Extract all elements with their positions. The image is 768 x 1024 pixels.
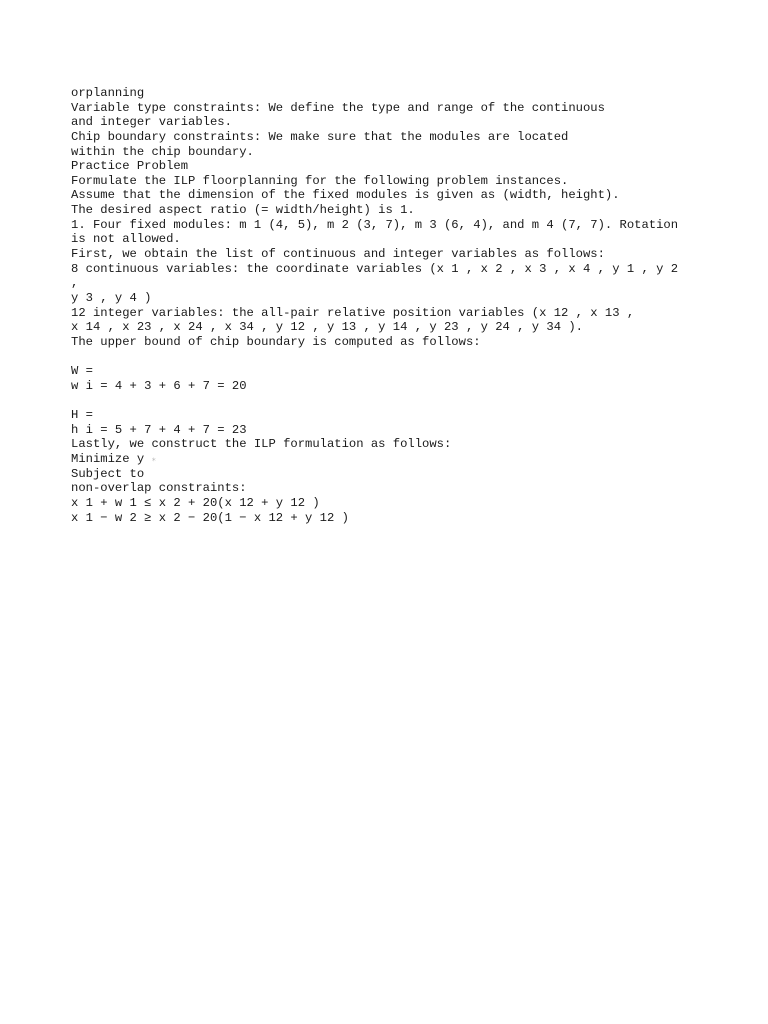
text-line-4: Chip boundary constraints: We make sure that the modules are located [71, 129, 569, 144]
text-line-25: Lastly, we construct the ILP formulation as follows: [71, 437, 452, 452]
text-line-13: 8 continuous variables: the coordinate variables (x 1 , x 2 , x 3 , x 4 , y 1 , y 2 [71, 261, 679, 276]
text-line-2: Variable type constraints: We define the type and range of the continuous [71, 100, 605, 115]
constraint-line-2: x 1 − w 2 ≥ x 2 − 20(1 − x 12 + y 12 ) [71, 510, 349, 525]
text-line-11: is not allowed. [71, 232, 181, 247]
text-line-18: The upper bound of chip boundary is computed as follows: [71, 334, 481, 349]
text-line-7: Formulate the ILP floorplanning for the following problem instances. [71, 173, 569, 188]
constraint-line-1: x 1 + w 1 ≤ x 2 + 20(x 12 + y 12 ) [71, 495, 320, 510]
text-line-15: y 3 , y 4 ) [71, 290, 152, 305]
text-line-17: x 14 , x 23 , x 24 , x 34 , y 12 , y 13 , y 14 , y 23 , y 24 , y 34 ). [71, 320, 583, 335]
text-line-9: The desired aspect ratio (= width/height) is 1. [71, 203, 415, 218]
equation-w-sum: w i = 4 + 3 + 6 + 7 = 20 [71, 378, 247, 393]
text-line-12: First, we obtain the list of continuous and integer variables as follows: [71, 247, 605, 262]
blank-line [71, 350, 731, 365]
text-line-28: non-overlap constraints: [71, 481, 247, 496]
text-line-3: and integer variables. [71, 115, 232, 130]
document-page [71, 86, 731, 525]
text-line-5: within the chip boundary. [71, 144, 254, 159]
text-line-27: Subject to [71, 466, 145, 481]
text-line-16: 12 integer variables: the all-pair relative position variables (x 12 , x 13 , [71, 305, 635, 320]
minimize-line [71, 452, 731, 467]
equation-h-sum: h i = 5 + 7 + 4 + 7 = 23 [71, 422, 247, 437]
minimize-mark: ∗ [151, 456, 157, 466]
text-line-14: , [71, 276, 79, 291]
equation-w-label: W = [71, 364, 93, 379]
text-line-1: orplanning [71, 86, 145, 100]
section-heading-practice-problem: Practice Problem [71, 159, 189, 174]
minimize-text: Minimize y [71, 452, 145, 467]
text-line-8: Assume that the dimension of the fixed modules is given as (width, height). [71, 188, 620, 203]
equation-h-label: H = [71, 408, 93, 423]
text-line-10: 1. Four fixed modules: m 1 (4, 5), m 2 (3, 7), m 3 (6, 4), and m 4 (7, 7). Rotation [71, 217, 679, 232]
blank-line [71, 393, 731, 408]
